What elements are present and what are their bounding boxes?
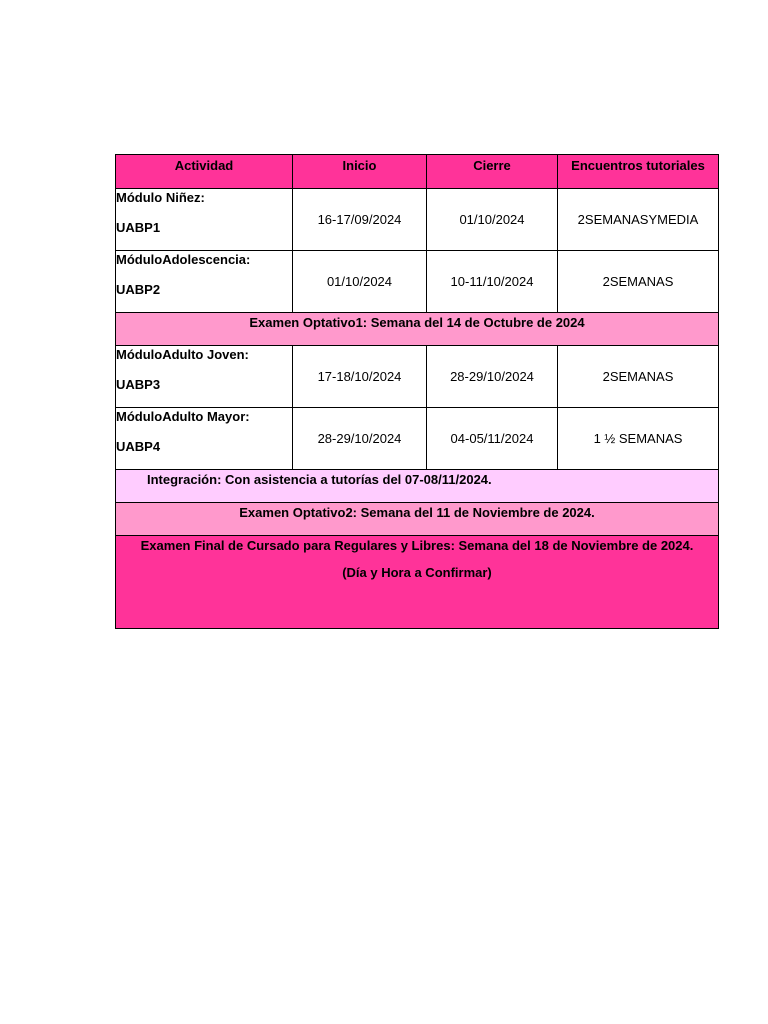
header-cierre: Cierre [427, 155, 558, 189]
encuentros-cell: 1 ½ SEMANAS [558, 408, 719, 470]
module-name: Módulo Niñez: [116, 190, 205, 205]
cierre-cell: 28-29/10/2024 [427, 346, 558, 408]
module-name: MóduloAdulto Mayor: [116, 409, 250, 424]
module-code: UABP2 [116, 282, 161, 297]
inicio-cell: 01/10/2024 [293, 251, 427, 313]
module-cell [116, 189, 293, 251]
cierre-cell: 01/10/2024 [427, 189, 558, 251]
module-cell [116, 408, 293, 470]
final-exam-cell [116, 536, 719, 629]
module-cell [116, 346, 293, 408]
final-exam-text: Examen Final de Cursado para Regulares y Libres: Semana del 18 de Noviembre de 2024. [140, 538, 694, 553]
integration-text: Integración: Con asistencia a tutorías del 07-08/11/2024. [116, 470, 719, 503]
cierre-cell: 10-11/10/2024 [427, 251, 558, 313]
module-name: MóduloAdulto Joven: [116, 347, 249, 362]
exam2-row [116, 503, 719, 536]
encuentros-cell: 2SEMANASYMEDIA [558, 189, 719, 251]
exam1-text: Examen Optativo1: Semana del 14 de Octubre de 2024 [116, 313, 719, 346]
exam2-text: Examen Optativo2: Semana del 11 de Noviembre de 2024. [116, 503, 719, 536]
module-code: UABP1 [116, 220, 161, 235]
module-code: UABP3 [116, 377, 161, 392]
table-row [116, 189, 719, 251]
module-name: MóduloAdolescencia: [116, 252, 251, 267]
module-cell [116, 251, 293, 313]
inicio-cell: 16-17/09/2024 [293, 189, 427, 251]
integration-row [116, 470, 719, 503]
encuentros-cell: 2SEMANAS [558, 346, 719, 408]
encuentros-cell: 2SEMANAS [558, 251, 719, 313]
final-exam-row [116, 536, 719, 629]
table-row [116, 251, 719, 313]
cierre-cell: 04-05/11/2024 [427, 408, 558, 470]
final-exam-note: (Día y Hora a Confirmar) [342, 565, 492, 580]
module-code: UABP4 [116, 439, 161, 454]
inicio-cell: 17-18/10/2024 [293, 346, 427, 408]
header-encuentros: Encuentros tutoriales [558, 155, 719, 189]
table-header-row [116, 155, 719, 189]
header-inicio: Inicio [293, 155, 427, 189]
header-actividad: Actividad [116, 155, 293, 189]
table-row [116, 346, 719, 408]
table-row [116, 408, 719, 470]
exam1-row [116, 313, 719, 346]
inicio-cell: 28-29/10/2024 [293, 408, 427, 470]
schedule-table [115, 154, 719, 629]
